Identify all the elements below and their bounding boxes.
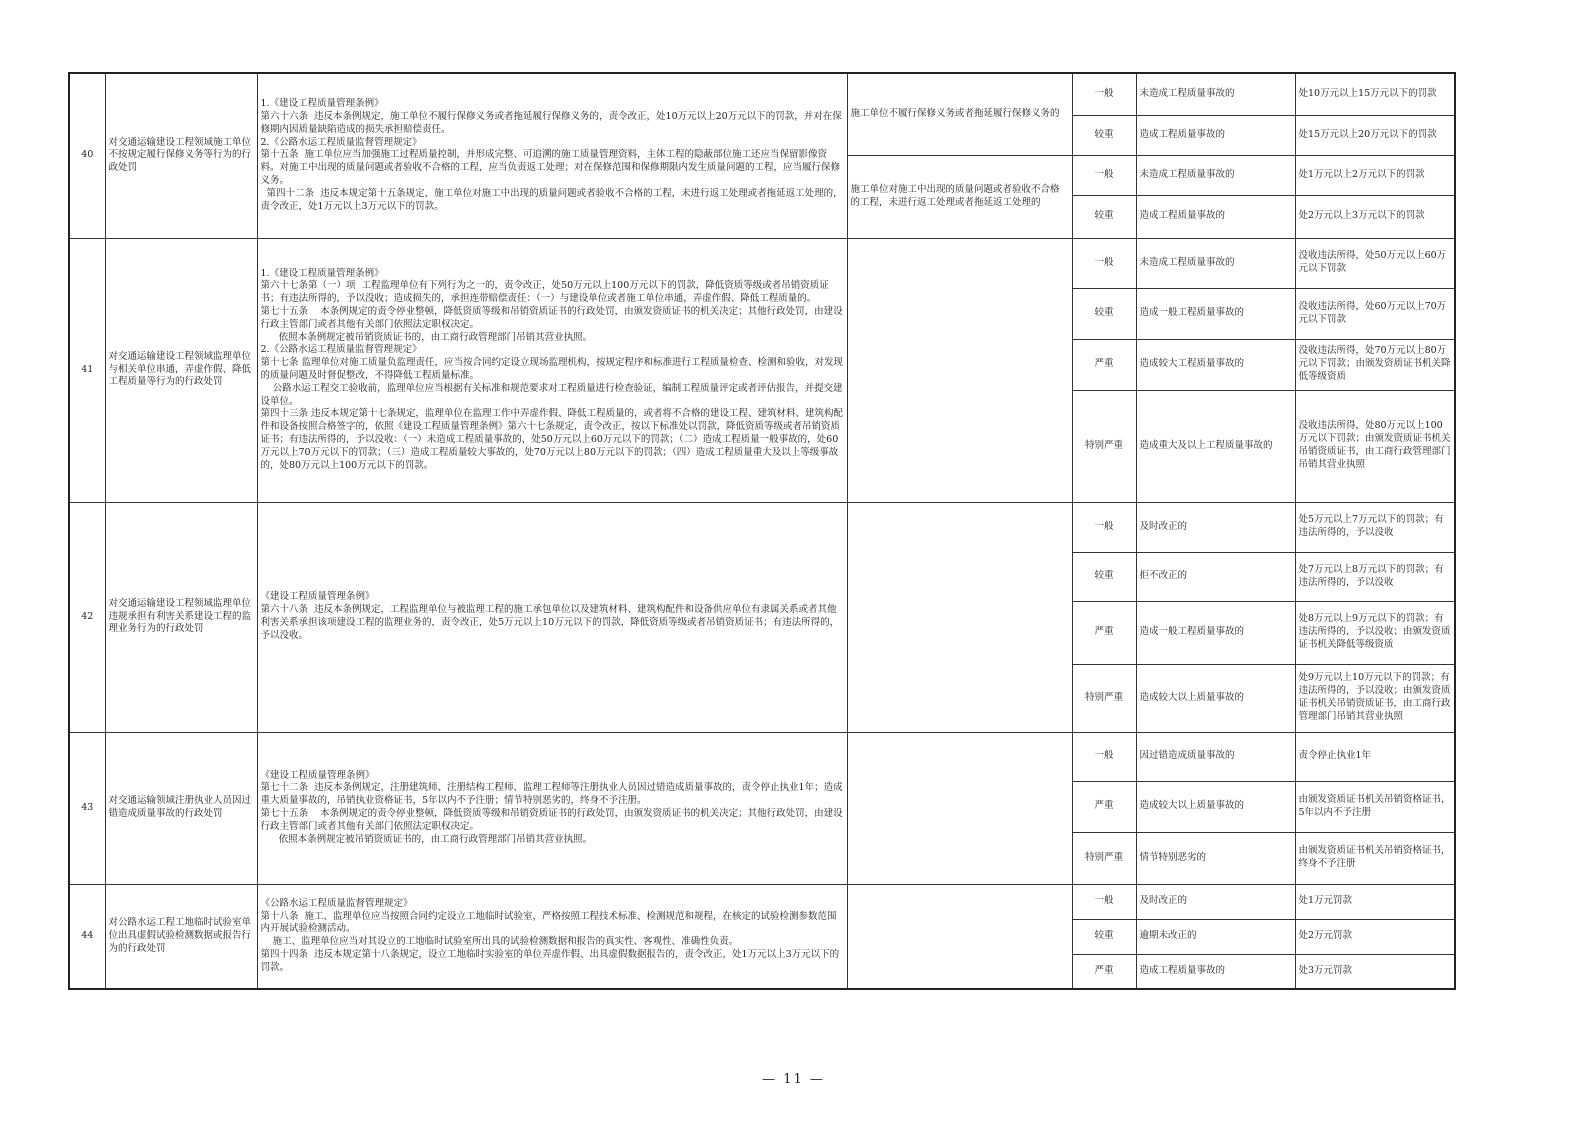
row-number: 44 [69, 884, 105, 989]
penalty-amount: 处7万元以上8万元以下的罚款；有违法所得的，予以没收 [1295, 552, 1455, 601]
legal-basis: 《建设工程质量管理条例》 第七十二条 违反本条例规定，注册建筑师、注册结构工程师、监理工程师等注册执业人员因过错造成质量事故的，责令停止执业1年；造成重大质量事故的，吊销执业资格证书，5年以内不予注册；情节特别恶劣的，终身不予注册。 第七十五条 本条例规定的责令停业整顿，降低资质等级和吊销资质证书的行政处罚，由颁发资质证书的机关决定；其他行政处罚，由建设行政主管部门或者其他有关部门依照法定职权决定。 依照本条例规定被吊销资质证书的，由工商行政管理部门吊销其营业执照。 [257, 732, 847, 884]
penalty-amount: 处2万元罚款 [1295, 919, 1455, 954]
item-name: 对交通运输建设工程领域监理单位与相关单位串通，弄虚作假、降低工程质量等行为的行政处罚 [105, 238, 257, 502]
severity-level: 一般 [1072, 73, 1136, 115]
severity-level: 严重 [1072, 601, 1136, 664]
severity-standard: 造成工程质量事故的 [1136, 115, 1295, 155]
severity-level: 一般 [1072, 502, 1136, 552]
severity-standard: 因过错造成质量事故的 [1136, 732, 1295, 781]
severity-level: 一般 [1072, 238, 1136, 288]
severity-standard: 及时改正的 [1136, 502, 1295, 552]
severity-standard: 拒不改正的 [1136, 552, 1295, 601]
table-row [69, 732, 1455, 781]
item-name: 对公路水运工程工地临时试验室单位出具虚假试验检测数据或报告行为的行政处罚 [105, 884, 257, 989]
severity-level: 一般 [1072, 155, 1136, 195]
violation-circumstance: 施工单位不履行保修义务或者拖延履行保修义务的 [847, 73, 1072, 155]
severity-standard: 造成较大工程质量事故的 [1136, 339, 1295, 390]
severity-standard: 造成较大以上质量事故的 [1136, 664, 1295, 732]
severity-standard: 未造成工程质量事故的 [1136, 155, 1295, 195]
severity-level: 严重 [1072, 781, 1136, 832]
severity-standard: 造成重大及以上工程质量事故的 [1136, 390, 1295, 502]
legal-basis: 《建设工程质量管理条例》 第六十八条 违反本条例规定，工程监理单位与被监理工程的施工承包单位以及建筑材料、建筑构配件和设备供应单位有隶属关系或者其他利害关系承担该项建设工程的监理业务的，责令改正，处5万元以上10万元以下的罚款，降低资质等级或者吊销资质证书；有违法所得的，予以没收。 [257, 502, 847, 732]
severity-level: 特别严重 [1072, 664, 1136, 732]
severity-standard: 情节特别恶劣的 [1136, 832, 1295, 884]
violation-circumstance [847, 238, 1072, 502]
severity-level: 严重 [1072, 954, 1136, 989]
legal-basis: 《公路水运工程质量监督管理规定》 第十八条 施工、监理单位应当按照合同约定设立工地临时试验室，严格按照工程技术标准、检测规范和规程，在核定的试验检测参数范围内开展试验检测活动。 施工、监理单位应当对其设立的工地临时试验室所出具的试验检测数据和报告的真实性、客观性、准确性负责。 第四十四条 违反本规定第十八条规定，设立工地临时实验室的单位弄虚作假、出具虚假数据报告的，责令改正，处1万元以上3万元以下的罚款。 [257, 884, 847, 989]
row-number: 43 [69, 732, 105, 884]
severity-level: 较重 [1072, 288, 1136, 339]
legal-basis: 1.《建设工程质量管理条例》 第六十六条 违反本条例规定，施工单位不履行保修义务或者拖延履行保修义务的，责令改正，处10万元以上20万元以下的罚款，并对在保修期内因质量缺陷造成的损失承担赔偿责任。 2.《公路水运工程质量监督管理规定》 第十五条 施工单位应当加强施工过程质量控制，并形成完整、可追溯的施工质量管理资料，主体工程的隐蔽部位施工还应当保留影像资料。对施工中出现的质量问题或者验收不合格的工程，应当负责返工处理；对在保修范围和保修期限内发生质量问题的工程，应当履行保修义务。 第四十二条 违反本规定第十五条规定，施工单位对施工中出现的质量问题或者验收不合格的工程，未进行返工处理或者拖延返工处理的，责令改正，处1万元以上3万元以下的罚款。 [257, 73, 847, 238]
penalty-amount: 由颁发资质证书机关吊销资格证书，5年以内不予注册 [1295, 781, 1455, 832]
penalty-amount: 处8万元以上9万元以下的罚款；有违法所得的，予以没收；由颁发资质证书机关降低等级资质 [1295, 601, 1455, 664]
row-number: 40 [69, 73, 105, 238]
violation-circumstance [847, 502, 1072, 732]
severity-standard: 逾期未改正的 [1136, 919, 1295, 954]
item-name: 对交通运输领域注册执业人员因过错造成质量事故的行政处罚 [105, 732, 257, 884]
table-row [69, 884, 1455, 919]
row-number: 42 [69, 502, 105, 732]
table-row [69, 238, 1455, 288]
penalty-amount: 没收违法所得，处70万元以上80万元以下罚款；由颁发资质证书机关降低等级资质 [1295, 339, 1455, 390]
severity-standard: 造成工程质量事故的 [1136, 195, 1295, 238]
penalty-amount: 处3万元罚款 [1295, 954, 1455, 989]
penalty-amount: 没收违法所得，处60万元以上70万元以下罚款 [1295, 288, 1455, 339]
severity-standard: 造成一般工程质量事故的 [1136, 601, 1295, 664]
penalty-amount: 处1万元以上2万元以下的罚款 [1295, 155, 1455, 195]
severity-level: 特别严重 [1072, 832, 1136, 884]
penalty-amount: 处10万元以上15万元以下的罚款 [1295, 73, 1455, 115]
penalty-amount: 由颁发资质证书机关吊销资格证书，终身不予注册 [1295, 832, 1455, 884]
violation-circumstance: 施工单位对施工中出现的质量问题或者验收不合格的工程，未进行返工处理或者拖延返工处理的 [847, 155, 1072, 238]
severity-standard: 造成较大以上质量事故的 [1136, 781, 1295, 832]
penalty-amount: 没收违法所得，处50万元以上60万元以下罚款 [1295, 238, 1455, 288]
item-name: 对交通运输建设工程领域监理单位违规承担有利害关系建设工程的监理业务行为的行政处罚 [105, 502, 257, 732]
legal-basis: 1.《建设工程质量管理条例》 第六十七条第（一）项 工程监理单位有下列行为之一的，责令改正，处50万元以上100万元以下的罚款，降低资质等级或者吊销资质证书；有违法所得的，予以没收；造成损失的，承担连带赔偿责任：（一）与建设单位或者施工单位串通，弄虚作假、降低工程质量的。 第七十五条 本条例规定的责令停业整顿，降低资质等级和吊销资质证书的行政处罚，由颁发资质证书的机关决定；其他行政处罚，由建设行政主管部门或者其他有关部门依照法定职权决定。 依照本条例规定被吊销资质证书的，由工商行政管理部门吊销其营业执照。 2.《公路水运工程质量监督管理规定》 第十七条 监理单位对施工质量负监理责任，应当按合同约定设立现场监理机构，按规定程序和标准进行工程质量检查、检测和验收，对发现的质量问题及时督促整改，不得降低工程质量标准。 公路水运工程交工验收前，监理单位应当根据有关标准和规范要求对工程质量进行检查验证，编制工程质量评定或者评估报告，并提交建设单位。 第四十三条 违反本规定第十七条规定，监理单位在监理工作中弄虚作假、降低工程质量的，或者将不合格的建设工程、建筑材料、建筑构配件和设备按照合格签字的，依照《建设工程质量管理条例》第六十七条规定，责令改正，按以下标准处以罚款，降低资质等级或者吊销资质证书；有违法所得的，予以没收：（一）未造成工程质量事故的，处50万元以上60万元以下的罚款；（二）造成工程质量一般事故的，处60万元以上70万元以下的罚款；（三）造成工程质量较大事故的，处70万元以上80万元以下的罚款；（四）造成工程质量重大及以上等级事故的，处80万元以上100万元以下的罚款。 [257, 238, 847, 502]
severity-standard: 及时改正的 [1136, 884, 1295, 919]
row-number: 41 [69, 238, 105, 502]
penalty-table [68, 72, 1456, 990]
penalty-amount: 处5万元以上7万元以下的罚款；有违法所得的，予以没收 [1295, 502, 1455, 552]
table-row [69, 73, 1455, 115]
severity-level: 较重 [1072, 115, 1136, 155]
violation-circumstance [847, 884, 1072, 989]
severity-level: 一般 [1072, 884, 1136, 919]
penalty-amount: 处1万元罚款 [1295, 884, 1455, 919]
severity-level: 一般 [1072, 732, 1136, 781]
penalty-amount: 没收违法所得，处80万元以上100万元以下罚款；由颁发资质证书机关吊销资质证书，由工商行政管理部门吊销其营业执照 [1295, 390, 1455, 502]
violation-circumstance [847, 732, 1072, 884]
penalty-amount: 处9万元以上10万元以下的罚款；有违法所得的，予以没收；由颁发资质证书机关吊销资质证书，由工商行政管理部门吊销其营业执照 [1295, 664, 1455, 732]
penalty-amount: 处2万元以上3万元以下的罚款 [1295, 195, 1455, 238]
item-name: 对交通运输建设工程领域施工单位不按规定履行保修义务等行为的行政处罚 [105, 73, 257, 238]
severity-level: 较重 [1072, 195, 1136, 238]
page-number: — 11 — [762, 1072, 825, 1087]
severity-level: 严重 [1072, 339, 1136, 390]
severity-standard: 造成一般工程质量事故的 [1136, 288, 1295, 339]
severity-level: 较重 [1072, 919, 1136, 954]
penalty-amount: 责令停止执业1年 [1295, 732, 1455, 781]
severity-level: 特别严重 [1072, 390, 1136, 502]
severity-standard: 造成工程质量事故的 [1136, 954, 1295, 989]
severity-standard: 未造成工程质量事故的 [1136, 73, 1295, 115]
penalty-amount: 处15万元以上20万元以下的罚款 [1295, 115, 1455, 155]
severity-level: 较重 [1072, 552, 1136, 601]
table-body [69, 73, 1455, 989]
table-row [69, 502, 1455, 552]
severity-standard: 未造成工程质量事故的 [1136, 238, 1295, 288]
